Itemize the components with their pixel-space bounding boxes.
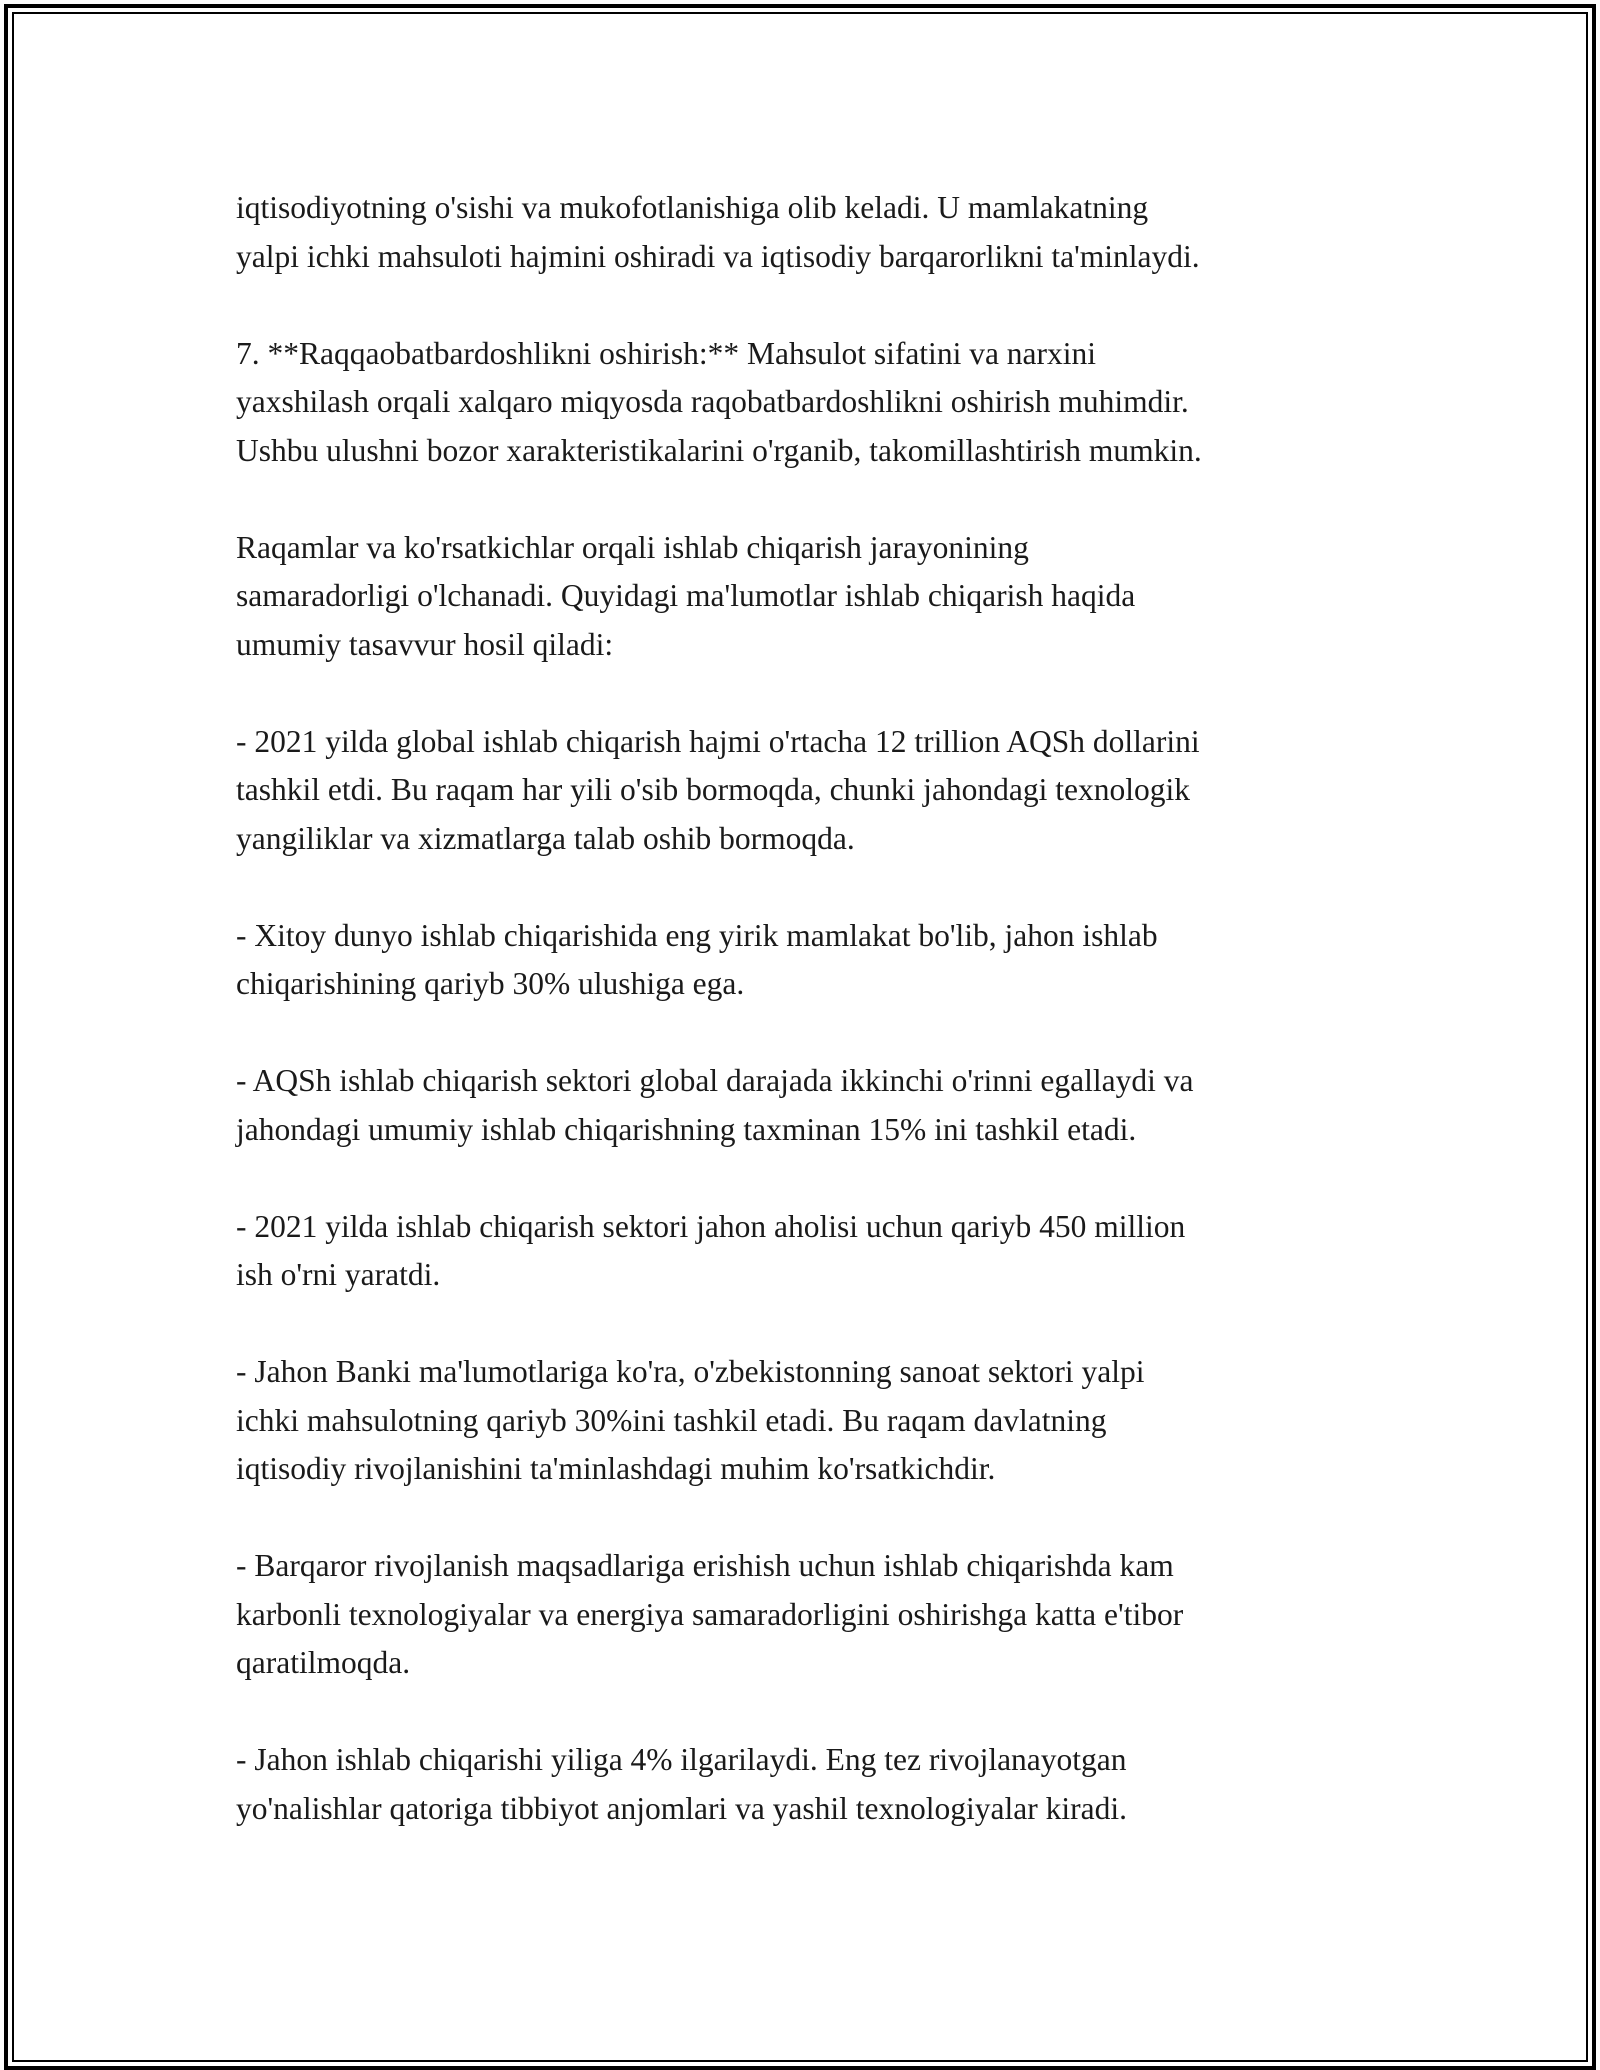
- text-line: yaxshilash orqali xalqaro miqyosda raqobatbardoshlikni oshirish muhimdir.: [236, 384, 1189, 419]
- text-line: chiqarishining qariyb 30% ulushiga ega.: [236, 966, 745, 1001]
- text-line: - Barqaror rivojlanish maqsadlariga erishish uchun ishlab chiqarishda kam: [236, 1548, 1174, 1583]
- text-line: yalpi ichki mahsuloti hajmini oshiradi va iqtisodiy barqarorlikni ta'minlaydi.: [236, 238, 1200, 274]
- list-item-growth-rate: [236, 1736, 1386, 1833]
- list-item-uzbekistan: [236, 1348, 1386, 1494]
- text-line: - Xitoy dunyo ishlab chiqarishida eng yirik mamlakat bo'lib, jahon ishlab: [236, 917, 1158, 953]
- text-line: - 2021 yilda ishlab chiqarish sektori jahon aholisi uchun qariyb 450 million: [236, 1208, 1186, 1244]
- text-line: iqtisodiyotning o'sishi va mukofotlanishiga olib keladi. U mamlakatning: [236, 190, 1149, 225]
- text-line: - AQSh ishlab chiqarish sektori global darajada ikkinchi o'rinni egallaydi va: [236, 1063, 1194, 1098]
- text-line: Ushbu ulushni bozor xarakteristikalarini o'rganib, takomillashtirish mumkin.: [236, 432, 1202, 468]
- document-body: [236, 184, 1386, 1882]
- text-line: ish o'rni yaratdi.: [236, 1257, 441, 1292]
- text-line: karbonli texnologiyalar va energiya samaradorligini oshirishga katta e'tibor: [236, 1596, 1184, 1632]
- paragraph-competitiveness: [236, 330, 1386, 476]
- text-line: - Jahon ishlab chiqarishi yiliga 4% ilgarilaydi. Eng tez rivojlanayotgan: [236, 1742, 1127, 1777]
- paragraph-indicators-intro: [236, 524, 1386, 670]
- text-line: qaratilmoqda.: [236, 1645, 411, 1680]
- text-line: ichki mahsulotning qariyb 30%ini tashkil etadi. Bu raqam davlatning: [236, 1402, 1107, 1438]
- list-item-usa-share: [236, 1057, 1386, 1154]
- text-line: - Jahon Banki ma'lumotlariga ko'ra, o'zbekistonning sanoat sektori yalpi: [236, 1354, 1145, 1389]
- text-line: tashkil etdi. Bu raqam har yili o'sib bormoqda, chunki jahondagi texnologik: [236, 772, 1191, 807]
- list-item-china-share: [236, 912, 1386, 1009]
- text-line: 7. **Raqqaobatbardoshlikni oshirish:** Mahsulot sifatini va narxini: [236, 335, 1097, 371]
- list-item-sustainability: [236, 1542, 1386, 1688]
- text-line: samaradorligi o'lchanadi. Quyidagi ma'lumotlar ishlab chiqarish haqida: [236, 578, 1136, 613]
- list-item-global-output: [236, 718, 1386, 864]
- paragraph-intro-continuation: [236, 184, 1386, 281]
- text-line: yo'nalishlar qatoriga tibbiyot anjomlari va yashil texnologiyalar kiradi.: [236, 1790, 1127, 1826]
- text-line: umumiy tasavvur hosil qiladi:: [236, 626, 614, 662]
- text-line: yangiliklar va xizmatlarga talab oshib bormoqda.: [236, 820, 855, 856]
- text-line: iqtisodiy rivojlanishini ta'minlashdagi muhim ko'rsatkichdir.: [236, 1451, 996, 1486]
- text-line: - 2021 yilda global ishlab chiqarish hajmi o'rtacha 12 trillion AQSh dollarini: [236, 723, 1200, 759]
- text-line: jahondagi umumiy ishlab chiqarishning taxminan 15% ini tashkil etadi.: [236, 1111, 1137, 1147]
- text-line: Raqamlar va ko'rsatkichlar orqali ishlab chiqarish jarayonining: [236, 529, 1029, 565]
- list-item-jobs: [236, 1203, 1386, 1300]
